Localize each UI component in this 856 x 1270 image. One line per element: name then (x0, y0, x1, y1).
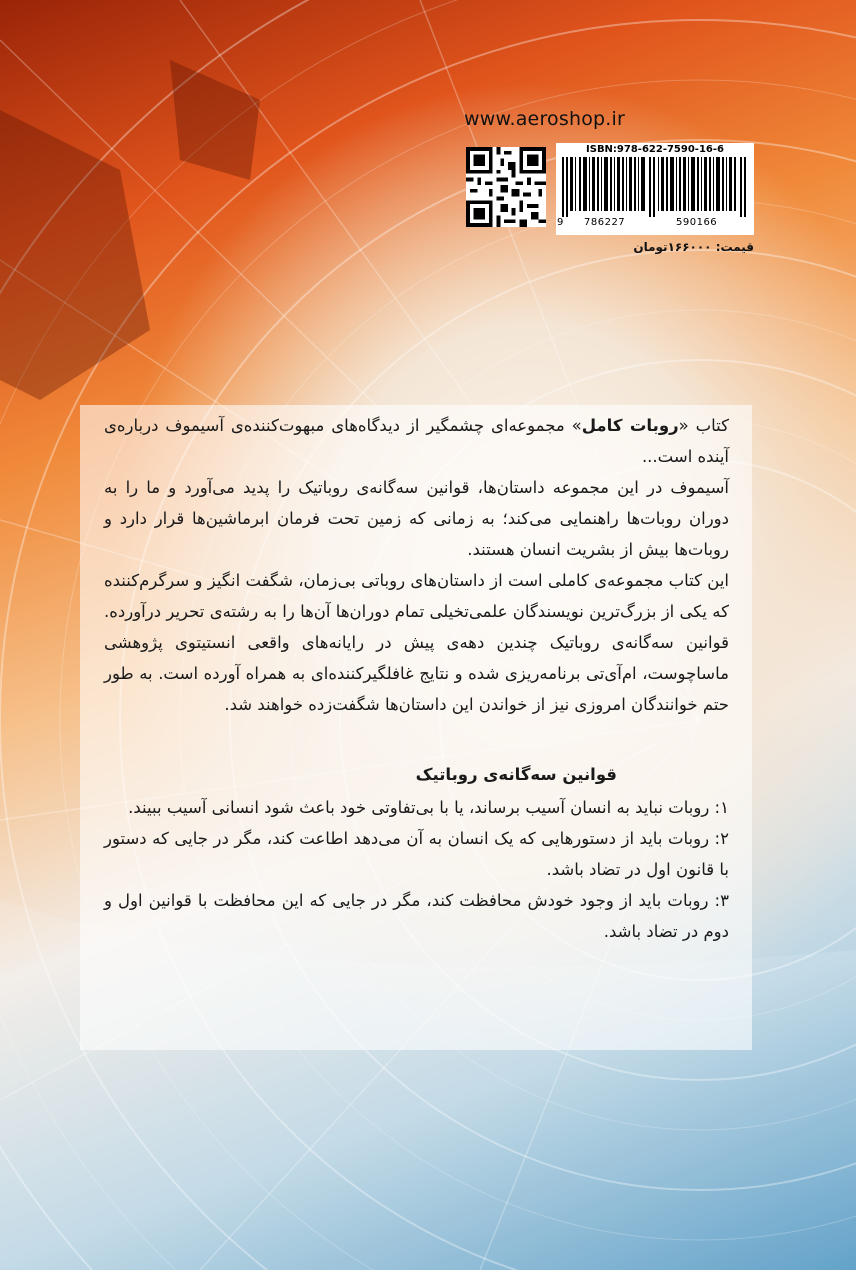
isbn-label: ISBN:978-622-7590-16-6 (586, 144, 724, 155)
laws-heading: قوانین سه‌گانه‌ی روباتیک (415, 765, 617, 784)
law-2: ۲: روبات باید از دستورهایی که یک انسان به آن می‌دهد اطاعت کند، مگر در جایی که دستور با قانون اول در تضاد باشد. (104, 829, 729, 879)
qr-code-icon (466, 147, 546, 227)
price-label: قیمت: ۱۶۶۰۰۰تومان (633, 240, 754, 254)
law-1: ۱: روبات نباید به انسان آسیب برساند، یا با بی‌تفاوتی خود باعث شود انسانی آسیب ببیند. (128, 798, 729, 817)
barcode-icon (560, 157, 750, 217)
barcode-lead-digit: 9 (557, 217, 564, 228)
blurb-paragraph-2: آسیموف در این مجموعه داستان‌ها، قوانین سه‌گانه‌ی روباتیک را پدید می‌آورد و ما را به دوران روبات‌ها راهنمایی می‌کند؛ به زمانی که زمین تحت فرمان ابرماشین‌ها قرار دارد و روبات‌ها بیش از بشریت انسان هستند. (104, 478, 729, 559)
barcode-right-digits: 590166 (676, 217, 718, 228)
blurb-text (104, 410, 729, 947)
book-title: روبات کامل (581, 416, 679, 435)
law-3: ۳: روبات باید از وجود خودش محافظت کند، مگر در جایی که این محافظت با قوانین اول و دوم در تضاد باشد. (104, 891, 729, 941)
blurb-paragraph-1: کتاب «روبات کامل» مجموعه‌ای چشمگیر از دیدگاه‌های مبهوت‌کننده‌ی آسیموف درباره‌ی آینده است... (104, 416, 729, 466)
barcode-left-digits: 786227 (584, 217, 626, 228)
blurb-paragraph-3: این کتاب مجموعه‌ی کاملی است از داستان‌های روباتی بی‌زمان، شگفت انگیز و سرگرم‌کننده که یکی از بزرگ‌ترین نویسندگان علمی‌تخیلی تمام دوران‌ها آن‌ها را به رشته‌ی تحریر درآورده. قوانین سه‌گانه‌ی روباتیک چندین دهه‌ی پیش در رایانه‌های واقعی انستیتوی پژوهشی ماساچوست، ام‌آی‌تی برنامه‌ریزی شده و نتایج غافلگیرکننده‌ای به همراه آورده است. به طور حتم خوانندگان امروزی نیز از خواندن این داستان‌ها شگفت‌زده خواهند شد. (104, 571, 729, 714)
isbn-barcode (556, 143, 754, 235)
website-url: www.aeroshop.ir (464, 108, 626, 130)
